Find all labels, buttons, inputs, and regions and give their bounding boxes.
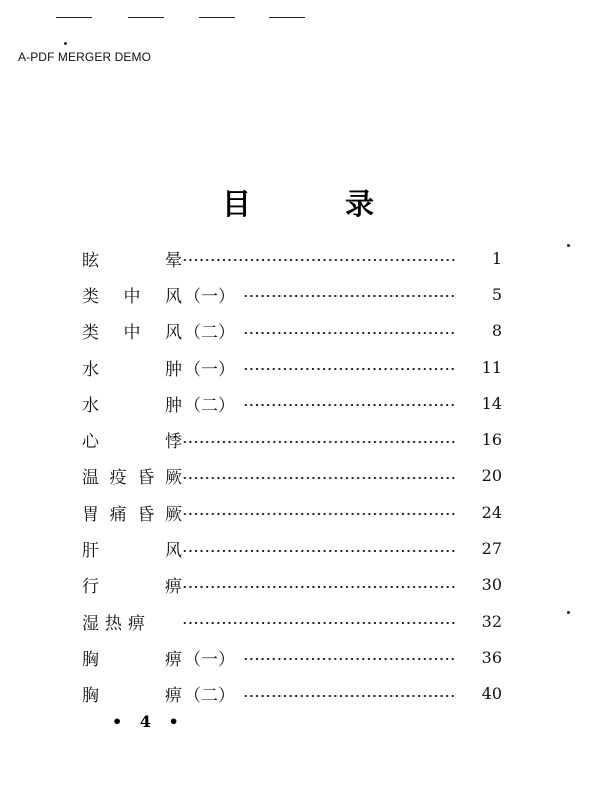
scan-speck <box>64 42 67 45</box>
toc-page-number: 24 <box>481 502 502 522</box>
table-of-contents <box>82 240 502 712</box>
dot-leader <box>182 477 456 479</box>
toc-page-number: 20 <box>481 466 502 486</box>
dot-leader <box>182 586 456 588</box>
toc-page-number: 40 <box>481 684 502 704</box>
toc-entry-subtitle: （二） <box>184 395 235 416</box>
toc-entry-title: 行 痹 <box>82 577 182 598</box>
toc-entry[interactable] <box>82 676 502 712</box>
toc-entry-title: 肝 风 <box>82 541 182 562</box>
toc-page-number: 27 <box>481 539 502 559</box>
dot-leader <box>182 441 456 443</box>
toc-entry-title: 胸 痹 <box>82 649 182 670</box>
dot-leader <box>182 550 456 552</box>
toc-entry[interactable] <box>82 494 502 530</box>
scan-speck <box>567 244 570 247</box>
toc-entry[interactable] <box>82 567 502 603</box>
dot-leader <box>243 368 456 370</box>
page-folio: • 4 • <box>112 712 185 731</box>
toc-entry-title: 湿热痹 <box>82 613 151 634</box>
toc-page-number: 16 <box>481 430 502 450</box>
toc-entry-title: 心 悸 <box>82 432 182 453</box>
toc-page-number: 14 <box>481 393 502 413</box>
title-char-left: 目 <box>222 187 252 221</box>
toc-entry-title: 眩 晕 <box>82 250 182 271</box>
toc-page-number: 8 <box>491 321 502 341</box>
toc-entry-subtitle: （一） <box>184 286 235 307</box>
toc-entry[interactable] <box>82 530 502 566</box>
toc-page-number: 5 <box>491 284 502 304</box>
dot-leader <box>243 658 456 660</box>
toc-entry[interactable] <box>82 639 502 675</box>
header-rule <box>128 17 164 18</box>
toc-entry[interactable] <box>82 276 502 312</box>
toc-entry[interactable] <box>82 240 502 276</box>
toc-entry[interactable] <box>82 603 502 639</box>
toc-entry-title: 类 中 风 <box>82 323 182 344</box>
header-rule <box>56 17 92 18</box>
toc-page-number: 1 <box>491 248 502 268</box>
toc-entry-subtitle: （一） <box>184 649 235 670</box>
toc-entry-subtitle: （一） <box>184 359 235 380</box>
dot-leader <box>182 513 456 515</box>
page-title <box>0 182 612 222</box>
dot-leader <box>182 622 456 624</box>
toc-entry-title: 水 肿 <box>82 395 182 416</box>
toc-entry[interactable] <box>82 458 502 494</box>
watermark-text: A-PDF MERGER DEMO <box>18 50 152 64</box>
toc-entry-title: 水 肿 <box>82 359 182 380</box>
toc-entry[interactable] <box>82 421 502 457</box>
header-rule <box>269 17 305 18</box>
toc-page-number: 30 <box>481 575 502 595</box>
toc-entry-title: 类 中 风 <box>82 286 182 307</box>
dot-leader <box>243 695 456 697</box>
toc-entry-subtitle: （二） <box>184 686 235 707</box>
title-char-right: 录 <box>345 187 375 221</box>
scan-speck <box>567 611 570 614</box>
toc-page-number: 36 <box>481 647 502 667</box>
dot-leader <box>243 295 456 297</box>
toc-entry-title: 胃 痛 昏 厥 <box>82 504 182 525</box>
toc-entry[interactable] <box>82 385 502 421</box>
header-rule <box>199 17 235 18</box>
header-rules <box>56 17 306 21</box>
dot-leader <box>243 332 456 334</box>
dot-leader <box>243 404 456 406</box>
toc-page-number: 32 <box>481 611 502 631</box>
toc-page-number: 11 <box>481 357 502 377</box>
toc-entry[interactable] <box>82 313 502 349</box>
toc-entry[interactable] <box>82 349 502 385</box>
dot-leader <box>182 259 456 261</box>
toc-entry-subtitle: （二） <box>184 323 235 344</box>
toc-entry-title: 胸 痹 <box>82 686 182 707</box>
toc-entry-title: 温 疫 昏 厥 <box>82 468 182 489</box>
